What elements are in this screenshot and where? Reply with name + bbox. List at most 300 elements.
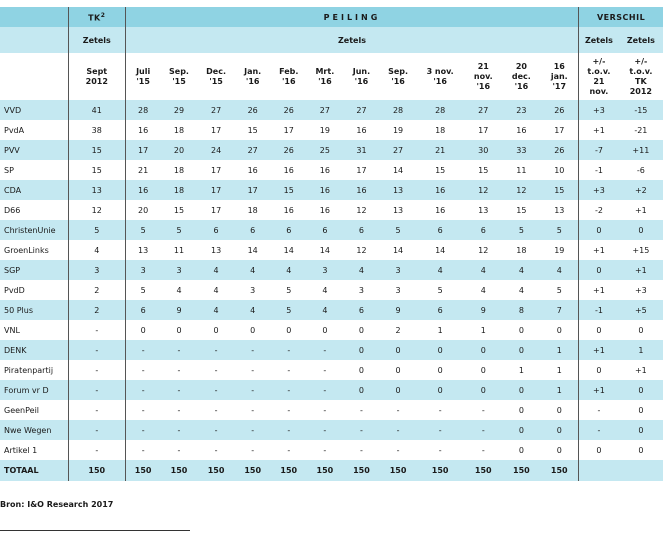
header-line: Jan. [244, 66, 262, 76]
party-name: GeenPeil [0, 400, 68, 420]
poll-seats: 0 [540, 400, 578, 420]
poll-seats: 4 [502, 280, 540, 300]
poll-seats: - [464, 400, 502, 420]
source-note: Bron: I&O Research 2017 [0, 500, 114, 509]
poll-seats: 0 [540, 420, 578, 440]
poll-date-header [416, 53, 464, 100]
diff-nov: +3 [579, 100, 619, 120]
header-line: '16 [245, 76, 260, 86]
header-line: Sep. [169, 66, 189, 76]
poll-seats: 0 [464, 360, 502, 380]
header-line: '16 [391, 76, 405, 86]
poll-seats: 20 [160, 140, 197, 160]
poll-seats: 16 [307, 200, 343, 220]
poll-seats: 1 [540, 380, 578, 400]
poll-seats: 14 [235, 240, 271, 260]
header-line: Sep. [388, 66, 409, 76]
poll-seats: 0 [502, 340, 540, 360]
poll-seats: 6 [343, 300, 380, 320]
poll-seats: 18 [160, 120, 197, 140]
header-line: Jun. [352, 66, 371, 76]
poll-seats: 0 [343, 340, 380, 360]
poll-seats: 4 [307, 280, 343, 300]
diff-tk: +1 [619, 360, 663, 380]
poll-seats: 16 [502, 120, 540, 140]
header-line: '16 [318, 76, 332, 86]
poll-seats: 27 [198, 100, 235, 120]
header-line: Sept [86, 66, 108, 76]
poll-seats: 0 [125, 320, 160, 340]
poll-seats: 9 [380, 300, 416, 320]
poll-seats: - [125, 380, 160, 400]
tk-seats: - [68, 360, 125, 380]
poll-seats: - [380, 420, 416, 440]
header-line: 21 [477, 61, 489, 71]
poll-seats: 17 [235, 180, 271, 200]
empty-header [0, 53, 68, 100]
poll-seats: 0 [416, 380, 464, 400]
header-line: '15 [136, 76, 150, 86]
party-name: VNL [0, 320, 68, 340]
poll-seats: 1 [540, 340, 578, 360]
empty-header [0, 27, 68, 53]
diff-nov: - [579, 420, 619, 440]
poll-seats: 18 [235, 200, 271, 220]
tk-seats: - [68, 420, 125, 440]
diff-nov: +1 [579, 240, 619, 260]
poll-seats: 0 [502, 400, 540, 420]
poll-seats: 12 [502, 180, 540, 200]
tk-seats: - [68, 380, 125, 400]
poll-seats: 19 [307, 120, 343, 140]
party-name: GroenLinks [0, 240, 68, 260]
poll-seats: - [125, 400, 160, 420]
header-line: Feb. [279, 66, 299, 76]
poll-seats: - [235, 440, 271, 460]
header-line: '16 [514, 81, 529, 91]
party-name: PvdD [0, 280, 68, 300]
tk-seats: 12 [68, 200, 125, 220]
tk-zetels-header: Zetels [68, 27, 125, 53]
poll-seats: 13 [198, 240, 235, 260]
poll-seats: - [125, 340, 160, 360]
poll-seats: 26 [271, 100, 307, 120]
tk-header-label: TK [88, 13, 101, 23]
header-line: '16 [433, 76, 447, 86]
diff-tk: 0 [619, 420, 663, 440]
poll-seats: 0 [380, 340, 416, 360]
poll-seats: - [198, 440, 235, 460]
poll-date-header [307, 53, 343, 100]
party-name: 50 Plus [0, 300, 68, 320]
party-name: PVV [0, 140, 68, 160]
poll-seats: 3 [160, 260, 197, 280]
diff-nov: +3 [579, 180, 619, 200]
party-name: D66 [0, 200, 68, 220]
poll-seats: 4 [540, 260, 578, 280]
poll-seats: 27 [464, 100, 502, 120]
poll-seats: 17 [198, 180, 235, 200]
tk-seats: - [68, 440, 125, 460]
header-line: '17 [552, 81, 567, 91]
poll-seats: - [307, 420, 343, 440]
poll-seats: 17 [271, 120, 307, 140]
poll-seats: 0 [271, 320, 307, 340]
party-name: SP [0, 160, 68, 180]
poll-seats: - [198, 420, 235, 440]
poll-seats: 13 [380, 200, 416, 220]
poll-seats: 4 [235, 260, 271, 280]
tk-seats: - [68, 340, 125, 360]
poll-seats: - [343, 420, 380, 440]
poll-seats: 4 [271, 260, 307, 280]
poll-seats: 16 [271, 200, 307, 220]
diff-tk: +3 [619, 280, 663, 300]
poll-seats: 12 [464, 240, 502, 260]
table-row [0, 420, 663, 440]
diff-tk: 1 [619, 340, 663, 360]
poll-seats: 17 [540, 120, 578, 140]
tk-seats: - [68, 320, 125, 340]
poll-seats: 13 [380, 180, 416, 200]
poll-seats: 25 [307, 140, 343, 160]
poll-seats: 6 [235, 220, 271, 240]
poll-seats: 26 [271, 140, 307, 160]
poll-seats: 14 [416, 240, 464, 260]
poll-seats: 11 [160, 240, 197, 260]
header-line: jan. [550, 71, 568, 81]
table-row [0, 160, 663, 180]
poll-seats: 18 [416, 120, 464, 140]
header-line: 2012 [629, 86, 652, 96]
header-line: '16 [281, 76, 296, 86]
poll-seats: 19 [540, 240, 578, 260]
poll-seats: 15 [160, 200, 197, 220]
tk-seats: 3 [68, 260, 125, 280]
poll-seats: 6 [271, 220, 307, 240]
poll-date-header [343, 53, 380, 100]
header-line: TK [635, 76, 647, 86]
poll-seats: - [271, 440, 307, 460]
party-name: PvdA [0, 120, 68, 140]
poll-seats: 0 [416, 340, 464, 360]
table-row [0, 440, 663, 460]
poll-seats: 13 [464, 200, 502, 220]
poll-seats: - [380, 440, 416, 460]
party-name: ChristenUnie [0, 220, 68, 240]
poll-seats: 6 [307, 220, 343, 240]
poll-seats: 3 [307, 260, 343, 280]
poll-date-header [540, 53, 578, 100]
poll-seats: 14 [307, 240, 343, 260]
poll-seats: - [416, 420, 464, 440]
poll-seats: 4 [416, 260, 464, 280]
poll-seats: 15 [416, 160, 464, 180]
diff-nov: -1 [579, 300, 619, 320]
diff-nov: +1 [579, 380, 619, 400]
table-row [0, 240, 663, 260]
poll-seats: 23 [502, 100, 540, 120]
poll-seats: 27 [343, 100, 380, 120]
poll-seats: 9 [160, 300, 197, 320]
poll-seats: 5 [125, 220, 160, 240]
poll-seats: - [198, 340, 235, 360]
poll-seats: 0 [502, 380, 540, 400]
diff-tk: +1 [619, 260, 663, 280]
table-row [0, 360, 663, 380]
total-poll: 150 [160, 460, 197, 481]
poll-seats: 29 [160, 100, 197, 120]
header-line: 20 [515, 61, 527, 71]
total-poll: 150 [343, 460, 380, 481]
poll-seats: 5 [271, 300, 307, 320]
total-diff-empty [619, 460, 663, 481]
poll-seats: - [125, 420, 160, 440]
poll-seats: 7 [540, 300, 578, 320]
poll-seats: 15 [502, 200, 540, 220]
poll-seats: 16 [307, 180, 343, 200]
poll-seats: 17 [198, 120, 235, 140]
poll-seats: 14 [380, 240, 416, 260]
header-line: Mrt. [315, 66, 335, 76]
poll-seats: 21 [125, 160, 160, 180]
poll-seats: 0 [416, 360, 464, 380]
tk-seats: 38 [68, 120, 125, 140]
table-row [0, 180, 663, 200]
poll-seats: 18 [160, 160, 197, 180]
tk-header [68, 7, 125, 27]
table-row [0, 340, 663, 360]
poll-seats: 13 [540, 200, 578, 220]
poll-seats: - [271, 360, 307, 380]
poll-seats: 0 [502, 420, 540, 440]
poll-seats: 0 [343, 380, 380, 400]
poll-seats: 4 [198, 300, 235, 320]
peiling-header: PEILING [125, 7, 578, 27]
poll-date-header [125, 53, 160, 100]
poll-seats: 1 [464, 320, 502, 340]
poll-seats: 5 [380, 220, 416, 240]
poll-seats: 17 [125, 140, 160, 160]
diff-zetels-header-b: Zetels [619, 27, 663, 53]
table-row [0, 100, 663, 120]
peiling-zetels-header: Zetels [125, 27, 578, 53]
total-poll: 150 [380, 460, 416, 481]
footnote-divider [0, 530, 190, 531]
poll-seats: - [235, 400, 271, 420]
poll-seats: - [343, 440, 380, 460]
poll-seats: - [235, 420, 271, 440]
poll-seats: 0 [160, 320, 197, 340]
poll-date-header [380, 53, 416, 100]
sept-2012-header [68, 53, 125, 100]
poll-seats: - [235, 340, 271, 360]
poll-seats: 17 [198, 200, 235, 220]
diff-nov: - [579, 400, 619, 420]
header-line: Dec. [206, 66, 226, 76]
poll-seats: 2 [380, 320, 416, 340]
total-poll: 150 [464, 460, 502, 481]
total-row [0, 460, 663, 481]
table-row [0, 320, 663, 340]
poll-seats: - [160, 380, 197, 400]
poll-seats: 4 [160, 280, 197, 300]
poll-seats: 27 [307, 100, 343, 120]
poll-seats: - [271, 420, 307, 440]
total-poll: 150 [540, 460, 578, 481]
poll-seats: 15 [271, 180, 307, 200]
poll-seats: 18 [502, 240, 540, 260]
poll-seats: - [271, 380, 307, 400]
poll-seats: 16 [271, 160, 307, 180]
poll-seats: 12 [343, 200, 380, 220]
diff-nov: 0 [579, 260, 619, 280]
poll-seats: 26 [540, 140, 578, 160]
poll-date-header [235, 53, 271, 100]
party-name: CDA [0, 180, 68, 200]
poll-seats: - [198, 380, 235, 400]
total-tk: 150 [68, 460, 125, 481]
tk-seats: 41 [68, 100, 125, 120]
poll-seats: 21 [416, 140, 464, 160]
diff-nov: -2 [579, 200, 619, 220]
poll-seats: 0 [502, 440, 540, 460]
poll-seats: 4 [464, 260, 502, 280]
diff-nov: 0 [579, 320, 619, 340]
poll-seats: 16 [343, 180, 380, 200]
tk-seats: - [68, 400, 125, 420]
poll-seats: 3 [235, 280, 271, 300]
poll-seats: 6 [198, 220, 235, 240]
poll-seats: - [307, 400, 343, 420]
poll-seats: 10 [540, 160, 578, 180]
diff-tk: +1 [619, 200, 663, 220]
table-row [0, 300, 663, 320]
poll-seats: 27 [235, 140, 271, 160]
poll-seats: 15 [235, 120, 271, 140]
total-poll: 150 [271, 460, 307, 481]
table-row [0, 380, 663, 400]
poll-seats: - [235, 360, 271, 380]
poll-seats: - [464, 440, 502, 460]
poll-seats: - [380, 400, 416, 420]
poll-seats: - [416, 400, 464, 420]
poll-seats: 6 [464, 220, 502, 240]
header-line: 21 [593, 76, 605, 86]
tk-seats: 13 [68, 180, 125, 200]
poll-seats: - [307, 380, 343, 400]
header-line: 3 nov. [426, 66, 454, 76]
poll-seats: 33 [502, 140, 540, 160]
header-line: nov. [473, 71, 493, 81]
poll-seats: 4 [464, 280, 502, 300]
tk-seats: 15 [68, 160, 125, 180]
poll-seats: 3 [380, 260, 416, 280]
poll-seats: 6 [416, 300, 464, 320]
table-row [0, 220, 663, 240]
poll-seats: 4 [235, 300, 271, 320]
table-row [0, 280, 663, 300]
total-label: TOTAAL [0, 460, 68, 481]
poll-date-header [464, 53, 502, 100]
header-line: 2012 [85, 76, 108, 86]
poll-seats: 17 [464, 120, 502, 140]
poll-date-header [502, 53, 540, 100]
poll-seats: 1 [502, 360, 540, 380]
total-poll: 150 [198, 460, 235, 481]
poll-seats: - [125, 360, 160, 380]
poll-seats: 12 [343, 240, 380, 260]
poll-seats: 19 [380, 120, 416, 140]
poll-seats: - [198, 360, 235, 380]
poll-seats: 0 [198, 320, 235, 340]
poll-seats: 27 [380, 140, 416, 160]
poll-seats: 9 [464, 300, 502, 320]
poll-seats: - [160, 420, 197, 440]
table-row [0, 400, 663, 420]
poll-seats: 0 [540, 440, 578, 460]
header-line: t.o.v. [587, 66, 611, 76]
poll-seats: 5 [540, 280, 578, 300]
poll-seats: - [464, 420, 502, 440]
poll-seats: - [416, 440, 464, 460]
total-poll: 150 [235, 460, 271, 481]
poll-seats: - [271, 340, 307, 360]
poll-seats: 15 [540, 180, 578, 200]
table-row [0, 120, 663, 140]
poll-seats: 20 [125, 200, 160, 220]
tk-seats: 2 [68, 280, 125, 300]
poll-seats: 6 [125, 300, 160, 320]
poll-seats: 6 [343, 220, 380, 240]
poll-seats: 28 [125, 100, 160, 120]
diff-tk: -6 [619, 160, 663, 180]
diff-nov-header [579, 53, 619, 100]
verschil-header: VERSCHIL [579, 7, 663, 27]
header-line: '16 [476, 81, 491, 91]
diff-tk: 0 [619, 220, 663, 240]
poll-seats: 4 [198, 260, 235, 280]
poll-seats: - [160, 400, 197, 420]
poll-seats: 17 [343, 160, 380, 180]
tk-seats: 2 [68, 300, 125, 320]
poll-seats: 5 [271, 280, 307, 300]
poll-seats: 0 [380, 380, 416, 400]
total-poll: 150 [307, 460, 343, 481]
poll-seats: 3 [343, 280, 380, 300]
poll-seats: 5 [160, 220, 197, 240]
diff-nov: 0 [579, 220, 619, 240]
poll-seats: - [271, 400, 307, 420]
tk-seats: 15 [68, 140, 125, 160]
diff-tk: 0 [619, 320, 663, 340]
poll-seats: - [307, 340, 343, 360]
party-name: Forum vr D [0, 380, 68, 400]
poll-seats: 30 [464, 140, 502, 160]
poll-seats: 4 [502, 260, 540, 280]
header-line: Juli [136, 66, 151, 76]
poll-seats: - [160, 360, 197, 380]
poll-seats: 6 [416, 220, 464, 240]
header-line: +/- [634, 56, 648, 66]
poll-seats: 31 [343, 140, 380, 160]
poll-seats: - [307, 360, 343, 380]
poll-seats: 16 [416, 180, 464, 200]
poll-seats: 1 [416, 320, 464, 340]
diff-tk: 0 [619, 440, 663, 460]
header-line: nov. [589, 86, 609, 96]
party-name: VVD [0, 100, 68, 120]
